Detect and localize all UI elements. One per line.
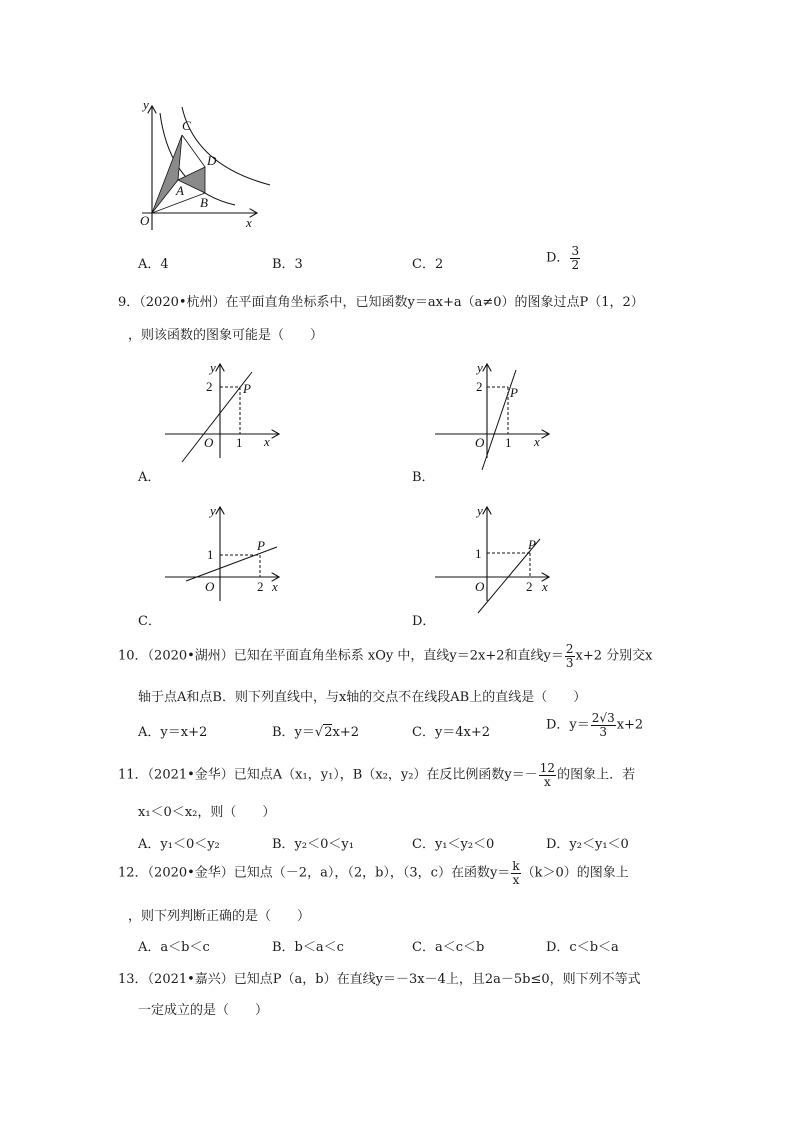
svg-text:y: y	[477, 360, 483, 375]
q9-option-c: C．	[138, 614, 161, 629]
q13-text-line1: 13．（2021•嘉兴）已知点P（a，b）在直线y＝－3x－4上，且2a－5b≤0，则下列不等式	[118, 972, 641, 987]
svg-text:O: O	[475, 579, 485, 594]
q8-label-c: C	[182, 118, 191, 133]
q9-graph-d	[430, 503, 560, 603]
q10-text-line1: 10．（2020•湖州）已知在平面直角坐标系 xOy 中，直线y＝2x+2和直线y＝ $\frac{2}{3}$ x+2 分别交x	[118, 642, 653, 670]
q11-text-line2: x₁＜0＜x₂，则（ ）	[138, 805, 276, 820]
svg-text:1: 1	[505, 435, 512, 450]
svg-text:2: 2	[206, 379, 213, 394]
svg-text:y: y	[210, 503, 216, 518]
q12-text-line2: ，则下列判断正确的是（ ）	[128, 909, 311, 924]
svg-text:2: 2	[476, 379, 483, 394]
svg-text:1: 1	[207, 547, 214, 562]
q8-option-c: C．2	[412, 257, 444, 272]
svg-text:1: 1	[475, 546, 482, 561]
svg-text:2: 2	[257, 579, 264, 594]
svg-text:P: P	[257, 538, 265, 553]
q10-option-d: D．y＝ $\frac{2√3}{3}$ x+2	[546, 711, 644, 739]
q12-option-b: B．b＜a＜c	[272, 940, 344, 955]
q9-option-b: B．	[412, 470, 435, 485]
q8-option-d: D． $\frac{3}{2}$	[546, 244, 580, 272]
q9-graph-b	[430, 360, 560, 460]
q9-graph-c	[160, 503, 290, 603]
svg-text:x: x	[542, 579, 548, 594]
svg-text:1: 1	[236, 435, 243, 450]
q12-option-c: C．a＜c＜b	[412, 940, 485, 955]
svg-text:O: O	[475, 435, 485, 450]
q8-shaded-triangle-oca	[152, 135, 182, 213]
svg-text:x: x	[272, 579, 278, 594]
svg-text:x: x	[534, 434, 540, 449]
svg-text:O: O	[205, 579, 215, 594]
q12-text-line1: 12．（2020•金华）已知点（－2，a），（2，b），（3，c）在函数y＝ $\frac{k}{x}$ （k＞0）的图象上	[118, 859, 629, 887]
q8-label-o: O	[140, 213, 150, 228]
q10-text-line2: 轴于点A和点B．则下列直线中，与x轴的交点不在线段AB上的直线是（ ）	[138, 690, 587, 705]
svg-text:y: y	[210, 360, 216, 375]
q10-option-c: C．y＝4x+2	[412, 725, 491, 740]
q10-option-a: A．y＝x+2	[138, 725, 208, 740]
q8-inner-curve	[160, 113, 235, 205]
q12-option-d: D．c＜b＜a	[546, 940, 619, 955]
svg-text:y: y	[477, 503, 483, 518]
q13-text-line2: 一定成立的是（ ）	[138, 1003, 269, 1018]
q8-label-a: A	[176, 183, 184, 198]
q9-option-d: D．	[412, 614, 436, 629]
q8-label-y: y	[143, 97, 149, 112]
q9-text-line1: 9．（2020•杭州）在平面直角坐标系中，已知函数y＝ax+a（a≠0）的图象过点P（1，2）	[118, 295, 644, 310]
svg-text:2: 2	[526, 579, 533, 594]
q8-label-x: x	[246, 215, 252, 230]
q9-text-line2: ，则该函数的图象可能是（ ）	[128, 328, 324, 343]
q11-option-b: B．y₂＜0＜y₁	[272, 837, 354, 852]
q8-option-b: B．3	[272, 257, 303, 272]
q9-graph-a	[160, 360, 290, 460]
svg-text:P: P	[528, 537, 536, 552]
q11-option-c: C．y₁＜y₂＜0	[412, 837, 495, 852]
q9-option-a: A．	[138, 470, 161, 485]
q10-option-b: B．y＝√2x+2	[272, 725, 359, 740]
q8-label-b: B	[200, 195, 208, 210]
q8-option-a: A．4	[138, 257, 169, 272]
svg-text:P: P	[510, 385, 518, 400]
q11-text-line1: 11．（2021•金华）已知点A（x₁，y₁），B（x₂，y₂）在反比例函数y＝－ $\frac{12}{x}$ 的图象上．若	[118, 761, 636, 789]
svg-text:x: x	[264, 434, 270, 449]
q8-label-d: D	[207, 153, 217, 168]
svg-text:O: O	[204, 435, 214, 450]
svg-text:P: P	[243, 381, 251, 396]
q11-option-d: D．y₂＜y₁＜0	[546, 837, 629, 852]
q11-option-a: A．y₁＜0＜y₂	[138, 837, 220, 852]
q8-figure	[130, 95, 270, 235]
q12-option-a: A．a＜b＜c	[138, 940, 210, 955]
